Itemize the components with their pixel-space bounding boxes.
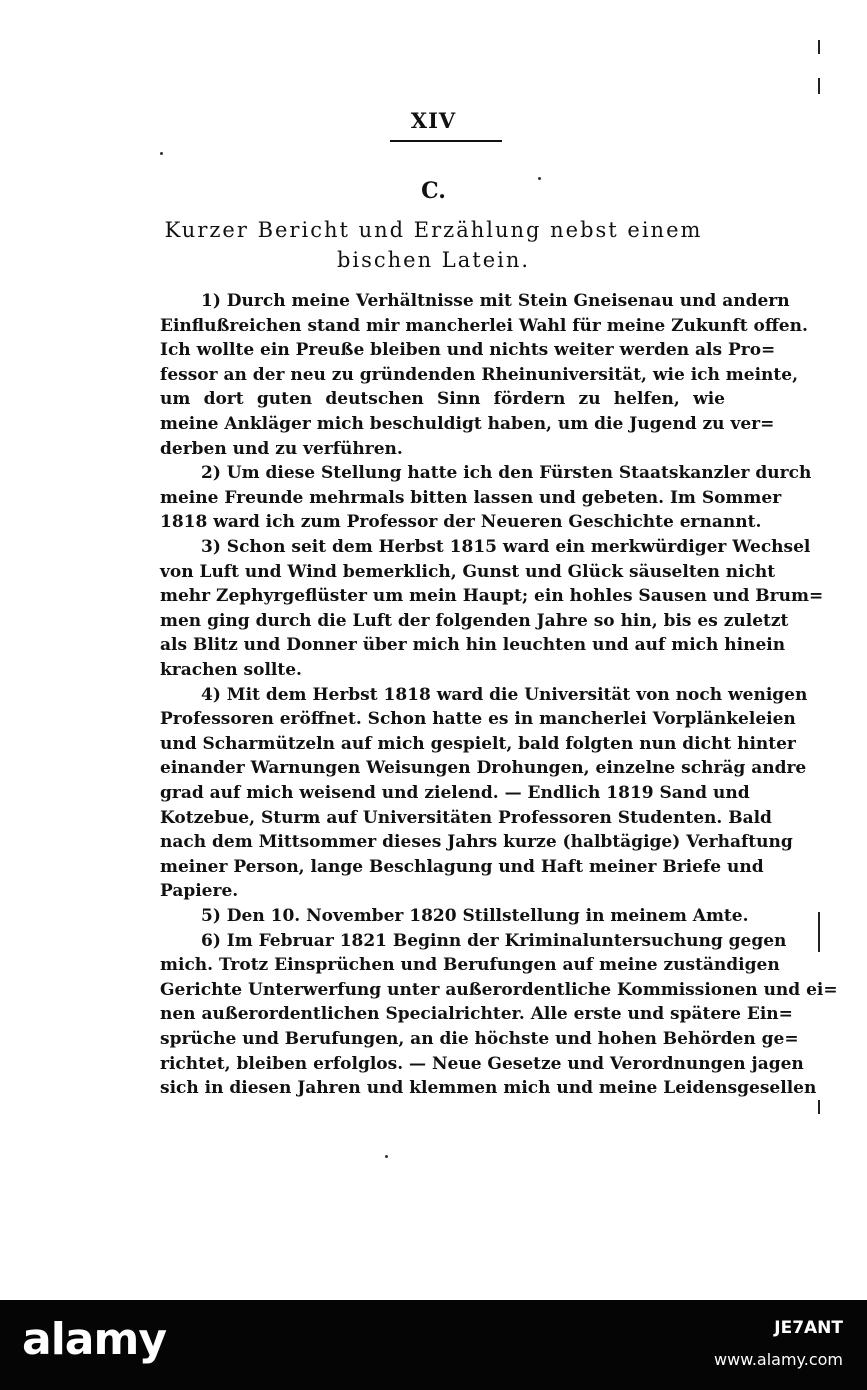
section-letter: C. [421, 178, 446, 204]
text-line: krachen sollte. [160, 660, 302, 680]
text-line: sich in diesen Jahren und klemmen mich und meine Leidensgesellen [160, 1078, 817, 1098]
paper-speck [160, 152, 163, 155]
text-line: derben und zu verführen. [160, 439, 403, 459]
text-line: um dort guten deutschen Sinn fördern zu helfen, wie [160, 389, 725, 409]
margin-mark [818, 78, 820, 94]
section-heading-line-2: bischen Latein. [336, 248, 531, 272]
text-line: richtet, bleiben erfolglos. — Neue Gesetze und Verordnungen jagen [160, 1054, 804, 1074]
text-line: Ich wollte ein Preuße bleiben und nichts weiter werden als Pro= [160, 340, 776, 360]
text-line: Papiere. [160, 881, 239, 901]
text-line: nen außerordentlichen Specialrichter. Alle erste und spätere Ein= [160, 1004, 793, 1024]
page-number: XIV [410, 108, 457, 133]
page-number-rule [390, 140, 502, 142]
text-line: men ging durch die Luft der folgenden Jahre so hin, bis es zuletzt [160, 611, 789, 631]
text-line: 4) Mit dem Herbst 1818 ward die Universität von noch wenigen [201, 685, 808, 705]
paper-speck [385, 1155, 388, 1158]
margin-mark [818, 912, 820, 952]
alamy-logo: alamy [22, 1314, 166, 1365]
text-line: 1818 ward ich zum Professor der Neueren Geschichte ernannt. [160, 512, 762, 532]
text-line: fessor an der neu zu gründenden Rheinuniversität, wie ich meinte, [160, 365, 799, 385]
paper-speck [538, 177, 541, 180]
text-line: meiner Person, lange Beschlagung und Haft meiner Briefe und [160, 857, 764, 877]
text-line: Professoren eröffnet. Schon hatte es in mancherlei Vorplänkeleien [160, 709, 796, 729]
text-line: Kotzebue, Sturm auf Universitäten Professoren Studenten. Bald [160, 808, 772, 828]
text-line: Gerichte Unterwerfung unter außerordentliche Kommissionen und ei= [160, 980, 838, 1000]
text-line: nach dem Mittsommer dieses Jahrs kurze (halbtägige) Verhaftung [160, 832, 793, 852]
watermark-footer [0, 1300, 867, 1390]
text-line: Einflußreichen stand mir mancherlei Wahl für meine Zukunft offen. [160, 316, 808, 336]
text-line: und Scharmützeln auf mich gespielt, bald folgten nun dicht hinter [160, 734, 796, 754]
text-line: als Blitz und Donner über mich hin leuchten und auf mich hinein [160, 635, 786, 655]
text-line: mich. Trotz Einsprüchen und Berufungen auf meine zuständigen [160, 955, 780, 975]
text-line: von Luft und Wind bemerklich, Gunst und Glück säuselten nicht [160, 562, 776, 582]
text-line: 1) Durch meine Verhältnisse mit Stein Gneisenau und andern [201, 291, 790, 311]
text-line: 2) Um diese Stellung hatte ich den Fürsten Staatskanzler durch [201, 463, 812, 483]
text-line: sprüche und Berufungen, an die höchste und hohen Behörden ge= [160, 1029, 799, 1049]
text-line: 3) Schon seit dem Herbst 1815 ward ein merkwürdiger Wechsel [201, 537, 811, 557]
footer-url: www.alamy.com [714, 1350, 843, 1369]
text-line: grad auf mich weisend und zielend. — Endlich 1819 Sand und [160, 783, 750, 803]
margin-mark [818, 40, 820, 54]
text-line: 5) Den 10. November 1820 Stillstellung in meinem Amte. [201, 906, 749, 926]
text-line: 6) Im Februar 1821 Beginn der Kriminaluntersuchung gegen [201, 931, 787, 951]
section-heading-line-1: Kurzer Bericht und Erzählung nebst einem [164, 218, 703, 242]
margin-mark [818, 1100, 820, 1114]
text-line: meine Freunde mehrmals bitten lassen und gebeten. Im Sommer [160, 488, 782, 508]
text-line: mehr Zephyrgeflüster um mein Haupt; ein hohles Sausen und Brum= [160, 586, 824, 606]
text-line: meine Ankläger mich beschuldigt haben, um die Jugend zu ver= [160, 414, 775, 434]
text-line: einander Warnungen Weisungen Drohungen, einzelne schräg andre [160, 758, 807, 778]
image-id: JE7ANT [774, 1318, 843, 1338]
